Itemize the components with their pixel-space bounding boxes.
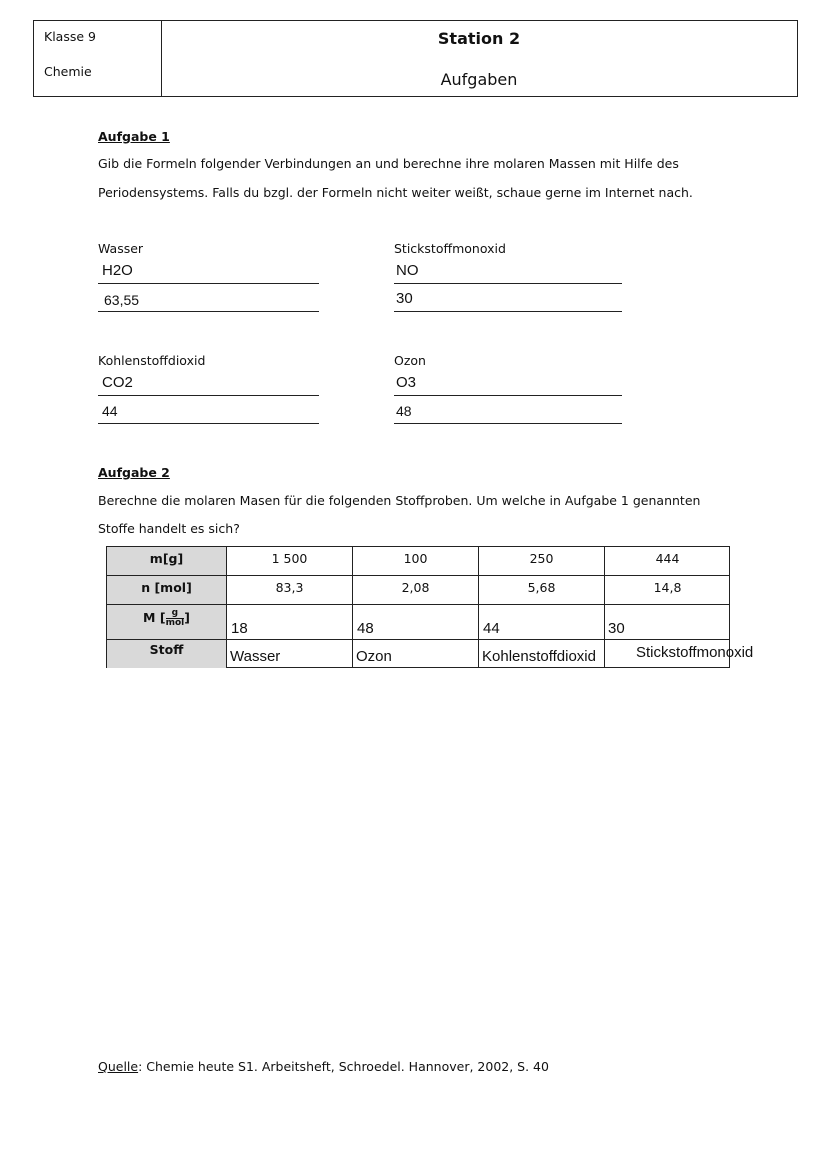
compound-label-ozon: Ozon xyxy=(394,353,426,368)
source-label: Quelle xyxy=(98,1059,139,1074)
row-label-mass: m[g] xyxy=(106,546,226,575)
compound-label-kohlenstoffdioxid: Kohlenstoffdioxid xyxy=(98,353,206,368)
substance-answer-1: Wasser xyxy=(230,648,281,665)
formula-line-stickstoffmonoxid xyxy=(394,283,622,284)
cell-mass-1: 1 500 xyxy=(226,546,352,575)
class-label: Klasse 9 xyxy=(44,29,96,44)
table-row-amount xyxy=(106,575,729,604)
task2-text-line2: Stoffe handelt es sich? xyxy=(98,521,240,536)
molar-prefix: M [ xyxy=(143,610,166,625)
mass-line-ozon xyxy=(394,423,622,424)
task1-heading: Aufgabe 1 xyxy=(98,129,170,144)
cell-molar-1 xyxy=(226,604,352,639)
formula-line-wasser xyxy=(98,283,319,284)
formula-answer-ozon: O3 xyxy=(396,374,417,391)
row-label-substance: Stoff xyxy=(106,639,226,668)
source-text: : Chemie heute S1. Arbeitsheft, Schroedel. Hannover, 2002, S. 40 xyxy=(138,1059,549,1074)
compound-label-wasser: Wasser xyxy=(98,241,144,256)
molar-unit-numerator: g xyxy=(166,609,185,619)
station-subtitle: Aufgaben xyxy=(440,70,518,89)
table-row-molar-mass xyxy=(106,604,729,639)
task1-text-line1: Gib die Formeln folgender Verbindungen an und berechne ihre molaren Massen mit Hilfe des xyxy=(98,156,679,171)
formula-answer-stickstoffmonoxid: NO xyxy=(396,262,419,279)
formula-line-kohlenstoffdioxid xyxy=(98,395,319,396)
substance-answer-2: Ozon xyxy=(356,648,392,665)
formula-line-ozon xyxy=(394,395,622,396)
substance-answer-4: Stickstoffmonoxid xyxy=(636,644,754,661)
compound-label-stickstoffmonoxid: Stickstoffmonoxid xyxy=(394,241,506,256)
row-label-amount: n [mol] xyxy=(106,575,226,604)
molar-answer-3: 44 xyxy=(483,620,500,637)
mass-line-kohlenstoffdioxid xyxy=(98,423,319,424)
cell-substance-1 xyxy=(226,639,352,668)
cell-mass-2: 100 xyxy=(352,546,478,575)
cell-substance-4 xyxy=(604,639,754,668)
formula-answer-wasser: H2O xyxy=(102,262,133,279)
formula-answer-kohlenstoffdioxid: CO2 xyxy=(102,374,133,391)
molar-mass-table xyxy=(106,546,754,668)
table-row-substance xyxy=(106,639,754,668)
cell-molar-3 xyxy=(478,604,604,639)
mass-answer-wasser: 63,55 xyxy=(104,292,140,308)
cell-amount-1: 83,3 xyxy=(226,575,352,604)
station-title: Station 2 xyxy=(437,29,521,48)
cell-mass-3: 250 xyxy=(478,546,604,575)
task2-heading: Aufgabe 2 xyxy=(98,465,170,480)
cell-amount-4: 14,8 xyxy=(604,575,730,604)
molar-answer-2: 48 xyxy=(357,620,374,637)
task1-text-line2: Periodensystems. Falls du bzgl. der Formeln nicht weiter weißt, schaue gerne im Internet nach. xyxy=(98,185,693,200)
molar-unit-denominator: mol xyxy=(165,618,185,628)
row-label-molar-mass xyxy=(106,604,226,639)
header-box xyxy=(33,20,798,97)
molar-answer-4: 30 xyxy=(608,620,625,637)
molar-unit-fraction xyxy=(166,609,185,628)
molar-answer-1: 18 xyxy=(231,620,248,637)
cell-amount-3: 5,68 xyxy=(478,575,604,604)
cell-amount-2: 2,08 xyxy=(352,575,478,604)
table-row-mass xyxy=(106,546,729,575)
mass-line-stickstoffmonoxid xyxy=(394,311,622,312)
mass-answer-kohlenstoffdioxid: 44 xyxy=(102,403,118,419)
substance-answer-3: Kohlenstoffdioxid xyxy=(482,648,596,665)
cell-mass-4: 444 xyxy=(604,546,730,575)
cell-substance-3 xyxy=(478,639,604,668)
cell-substance-2 xyxy=(352,639,478,668)
mass-answer-stickstoffmonoxid: 30 xyxy=(396,290,413,307)
cell-molar-2 xyxy=(352,604,478,639)
mass-answer-ozon: 48 xyxy=(396,403,412,419)
subject-label: Chemie xyxy=(44,64,92,79)
mass-line-wasser xyxy=(98,311,319,312)
task2-text-line1: Berechne die molaren Masen für die folgenden Stoffproben. Um welche in Aufgabe 1 genannten xyxy=(98,493,701,508)
cell-molar-4 xyxy=(604,604,730,639)
source-citation xyxy=(98,1059,549,1074)
molar-suffix: ] xyxy=(184,610,190,625)
